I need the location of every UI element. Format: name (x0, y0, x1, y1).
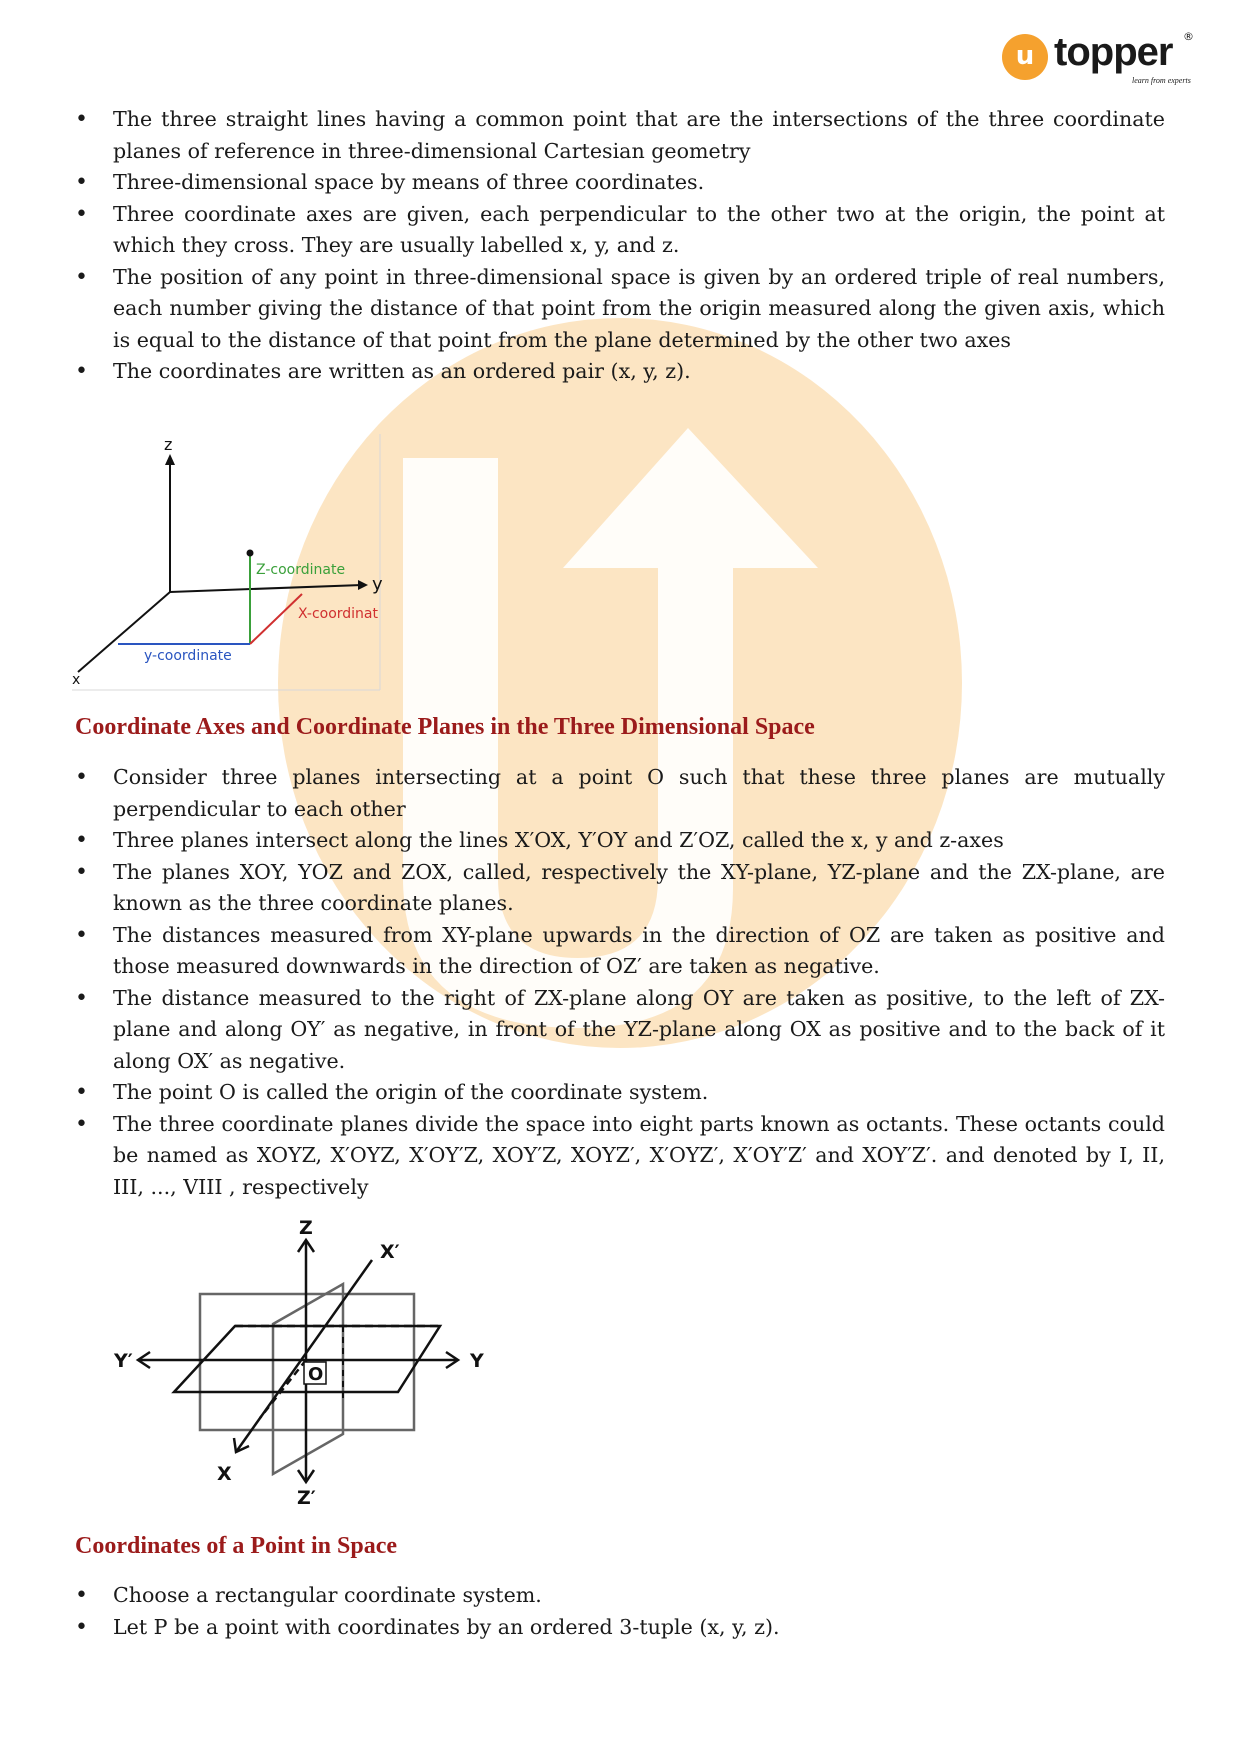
logo-badge: u (1002, 34, 1048, 80)
list-item: • Consider three planes intersecting at a point O such that these three planes are mutually perpendicular to each other (75, 762, 1165, 825)
point-marker (247, 550, 254, 557)
list-item: • The distances measured from XY-plane upwards in the direction of OZ are taken as positive and those measured downwards in the direction of OZ′ are taken as negative. (75, 920, 1165, 983)
section1-list (75, 104, 1165, 388)
x-axis-label: x (72, 672, 81, 688)
list-item: • The point O is called the origin of the coordinate system. (75, 1077, 1165, 1109)
x-prime-label: X′ (380, 1241, 400, 1263)
y-prime-label: Y′ (114, 1350, 133, 1372)
brand-logo (1002, 30, 1202, 90)
z-label: Z (299, 1220, 313, 1239)
coordinate-planes-diagram (110, 1220, 510, 1510)
origin-label: O (308, 1364, 324, 1385)
section2-list (75, 762, 1165, 1203)
list-item: • The three coordinate planes divide the space into eight parts known as octants. These octants could be named as XOYZ, X′OYZ, X′OY′Z, XOY′Z, XOYZ′, X′OYZ′, X′OY′Z′ and XOY′Z′. and denoted by I, II, III, ..., VIII , respectively (75, 1109, 1165, 1204)
list-item: • Three planes intersect along the lines X′OX, Y′OY and Z′OZ, called the x, y and z-axes (75, 825, 1165, 857)
list-item: • The three straight lines having a common point that are the intersections of the three coordinate planes of reference in three-dimensional Cartesian geometry (75, 104, 1165, 167)
y-axis-label: y (372, 574, 383, 595)
section2-heading: Coordinate Axes and Coordinate Planes in the Three Dimensional Space (75, 714, 815, 740)
y-label: Y (470, 1350, 484, 1372)
logo-word: topper (1054, 30, 1173, 74)
x-coordinate-label: X-coordinat (298, 606, 379, 622)
list-item: • The distance measured to the right of ZX-plane along OY are taken as positive, to the left of ZX-plane and along OY′ as negative, in front of the YZ-plane along OX as positive and to the back of it along OX′ as negative. (75, 983, 1165, 1078)
list-item: • Let P be a point with coordinates by an ordered 3-tuple (x, y, z). (75, 1612, 1165, 1644)
z-axis-label: z (164, 435, 173, 454)
y-coordinate-label: y-coordinate (144, 648, 232, 664)
section3-list (75, 1580, 1165, 1643)
z-prime-label: Z′ (297, 1487, 316, 1509)
list-item: • Choose a rectangular coordinate system. (75, 1580, 1165, 1612)
list-item: • The position of any point in three-dimensional space is given by an ordered triple of real numbers, each number giving the distance of that point from the origin measured along the given axis, which is equal to the distance of that point from the plane determined by the other two axes (75, 262, 1165, 357)
registered-mark: ® (1183, 30, 1194, 43)
list-item: • Three coordinate axes are given, each perpendicular to the other two at the origin, the point at which they cross. They are usually labelled x, y, and z. (75, 199, 1165, 262)
list-item: • The planes XOY, YOZ and ZOX, called, respectively the XY-plane, YZ-plane and the ZX-plane, are known as the three coordinate planes. (75, 857, 1165, 920)
logo-tagline: learn from experts (1132, 76, 1191, 85)
list-item: • Three-dimensional space by means of three coordinates. (75, 167, 1165, 199)
z-coordinate-label: Z-coordinate (256, 562, 346, 578)
x-label: X (217, 1463, 232, 1485)
axes-diagram (70, 432, 390, 694)
list-item: • The coordinates are written as an ordered pair (x, y, z). (75, 356, 1165, 388)
section3-heading: Coordinates of a Point in Space (75, 1533, 398, 1559)
